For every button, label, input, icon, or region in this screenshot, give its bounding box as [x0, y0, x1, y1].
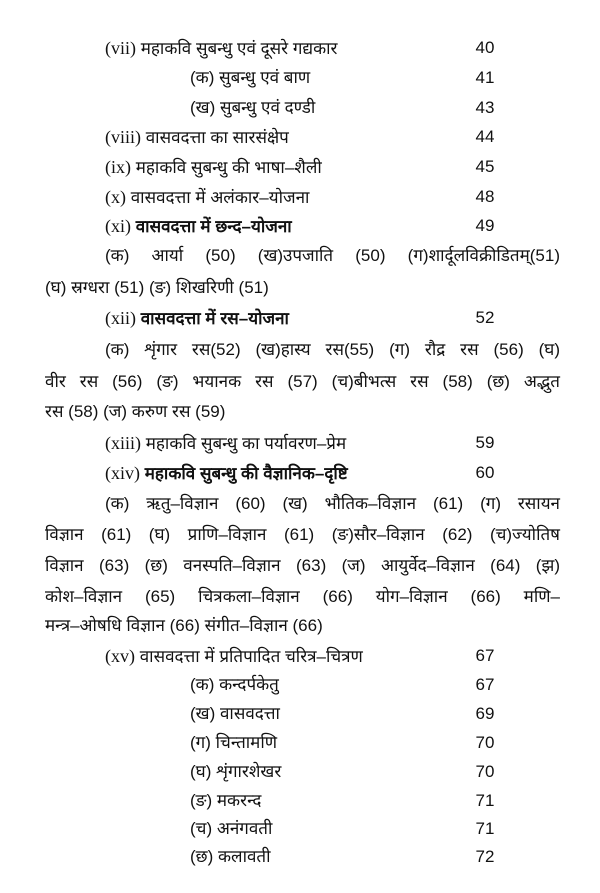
entry-page: 60	[475, 463, 495, 482]
entry-number: (छ)	[190, 847, 214, 866]
entry-title: शृंगारशेखर	[216, 762, 282, 781]
entry-title: वासवदत्ता में रस–योजना	[140, 309, 289, 328]
toc-subentry	[0, 758, 600, 786]
paragraph-line: कोश–विज्ञान (65) चित्रकला–विज्ञान (66) योग–विज्ञान (66) मणि–	[45, 587, 560, 606]
entry-page: 72	[475, 847, 495, 866]
toc-subentry	[0, 94, 600, 122]
entry-number: (ix)	[105, 157, 131, 177]
entry-page: 67	[475, 675, 495, 694]
entry-page: 71	[475, 819, 495, 838]
entry-page: 41	[475, 68, 495, 87]
toc-subentry	[0, 815, 600, 843]
entry-number: (xiv)	[105, 463, 140, 483]
paragraph-line: वीर रस (56) (ङ) भयानक रस (57) (च)बीभत्स रस (58) (छ) अद्भुत	[45, 372, 560, 391]
entry-title: महाकवि सुबन्धु की भाषा–शैली	[135, 158, 322, 177]
entry-title: वासवदत्ता में प्रतिपादित चरित्र–चित्रण	[139, 647, 363, 666]
entry-page: 59	[475, 433, 495, 452]
entry-page: 40	[475, 38, 495, 57]
toc-subentry	[0, 787, 600, 815]
entry-page: 48	[475, 187, 495, 206]
entry-number: (ख)	[190, 98, 216, 117]
entry-title: कन्दर्पकेतु	[219, 675, 279, 694]
entry-page: 67	[475, 646, 495, 665]
paragraph-line: (क) ऋतु–विज्ञान (60) (ख) भौतिक–विज्ञान (61) (ग) रसायन	[105, 494, 560, 513]
entry-number: (xiii)	[105, 433, 141, 453]
entry-page: 70	[475, 733, 495, 752]
entry-number: (ग)	[190, 733, 211, 752]
toc-subentry	[0, 64, 600, 92]
entry-page: 49	[475, 216, 495, 235]
entry-number: (viii)	[105, 127, 141, 147]
entry-title: महाकवि सुबन्धु की वैज्ञानिक–दृष्टि	[144, 464, 348, 483]
entry-number: (vii)	[105, 38, 136, 58]
paragraph-line: रस (58) (ज) करुण रस (59)	[45, 402, 226, 421]
entry-page: 71	[475, 791, 495, 810]
entry-page: 45	[475, 157, 495, 176]
entry-title: वासवदत्ता में छन्द–योजना	[135, 217, 292, 236]
toc-entry	[0, 183, 600, 211]
entry-title: अनंगवती	[216, 819, 273, 838]
toc-entry	[0, 34, 600, 62]
entry-title: वासवदत्ता का सारसंक्षेप	[145, 128, 289, 147]
toc-entry	[0, 459, 600, 487]
toc-entry	[0, 304, 600, 332]
entry-number: (ङ)	[190, 791, 213, 810]
entry-title: वासवदत्ता में अलंकार–योजना	[130, 188, 310, 207]
entry-number: (ख)	[190, 704, 216, 723]
entry-number: (xii)	[105, 308, 136, 328]
paragraph-line: (घ) स्रग्धरा (51) (ङ) शिखरिणी (51)	[45, 278, 269, 297]
entry-title: महाकवि सुबन्धु का पर्यावरण–प्रेम	[145, 434, 347, 453]
entry-number: (च)	[190, 819, 213, 838]
toc-entry	[0, 642, 600, 670]
entry-number: (क)	[190, 675, 215, 694]
paragraph-line: (क) शृंगार रस(52) (ख)हास्य रस(55) (ग) रौद्र रस (56) (घ)	[105, 340, 560, 359]
toc-subentry	[0, 671, 600, 699]
toc-entry	[0, 212, 600, 240]
entry-title: चिन्तामणि	[215, 733, 278, 752]
paragraph-line: मन्त्र–ओषधि विज्ञान (66) संगीत–विज्ञान (66)	[45, 616, 323, 635]
entry-number: (xi)	[105, 216, 131, 236]
paragraph-line: विज्ञान (63) (छ) वनस्पति–विज्ञान (63) (ज) आयुर्वेद–विज्ञान (64) (झ)	[45, 556, 560, 575]
toc-subentry	[0, 729, 600, 757]
entry-title: वासवदत्ता	[219, 704, 280, 723]
toc-subentry	[0, 843, 600, 871]
entry-number: (x)	[105, 187, 126, 207]
entry-title: सुबन्धु एवं बाण	[219, 68, 311, 87]
paragraph-line: (क) आर्या (50) (ख)उपजाति (50) (ग)शार्दूलविक्रीडितम्(51)	[105, 246, 560, 265]
entry-number: (क)	[190, 68, 215, 87]
entry-number: (xv)	[105, 646, 135, 666]
entry-title: कलावती	[217, 847, 271, 866]
entry-number: (घ)	[190, 762, 212, 781]
toc-entry	[0, 153, 600, 181]
entry-page: 52	[475, 308, 495, 327]
entry-title: मकरन्द	[216, 791, 262, 810]
entry-page: 43	[475, 98, 495, 117]
entry-title: महाकवि सुबन्धु एवं दूसरे गद्यकार	[140, 39, 338, 58]
entry-page: 70	[475, 762, 495, 781]
entry-title: सुबन्धु एवं दण्डी	[219, 98, 316, 117]
entry-page: 44	[475, 127, 495, 146]
paragraph-line: विज्ञान (61) (घ) प्राणि–विज्ञान (61) (ङ)सौर–विज्ञान (62) (च)ज्योतिष	[45, 525, 560, 544]
toc-entry	[0, 429, 600, 457]
toc-entry	[0, 123, 600, 151]
toc-subentry	[0, 700, 600, 728]
entry-page: 69	[475, 704, 495, 723]
